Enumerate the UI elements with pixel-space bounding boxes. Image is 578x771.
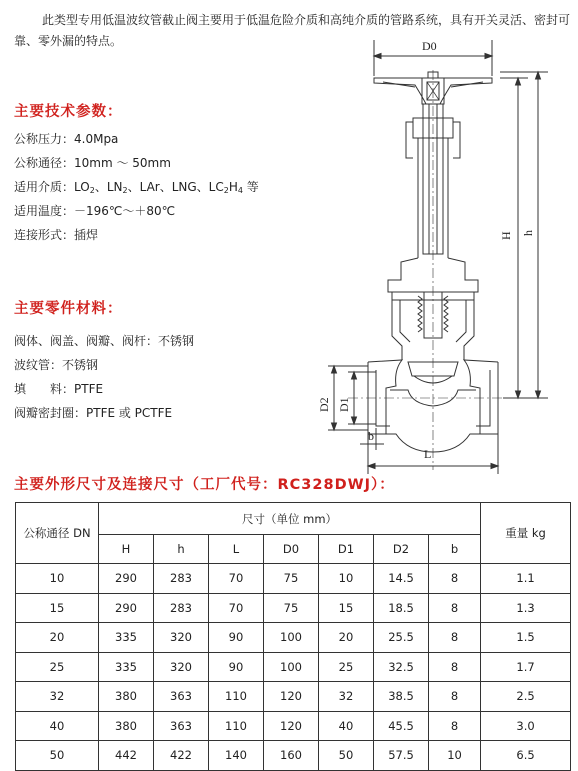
table-cell: 320 bbox=[154, 652, 209, 682]
table-cell: 8 bbox=[429, 564, 481, 594]
table-cell: 14.5 bbox=[374, 564, 429, 594]
spec-pressure: 公称压力：4.0Mpa bbox=[14, 132, 119, 146]
label-H: H bbox=[499, 231, 513, 240]
table-cell: 290 bbox=[99, 564, 154, 594]
table-cell: 75 bbox=[264, 564, 319, 594]
table-row bbox=[16, 652, 571, 682]
part-seal: 阀瓣密封圈：PTFE 或 PCTFE bbox=[14, 406, 173, 420]
spec-diameter: 公称通径：10mm ～ 50mm bbox=[14, 156, 171, 170]
table-cell: 57.5 bbox=[374, 741, 429, 771]
table-cell: 32.5 bbox=[374, 652, 429, 682]
subheader-D2: D2 bbox=[374, 535, 429, 564]
table-cell: 25 bbox=[16, 652, 99, 682]
subheader-b: b bbox=[429, 535, 481, 564]
label-L: L bbox=[424, 447, 432, 461]
table-cell: 335 bbox=[99, 623, 154, 653]
table-cell: 2.5 bbox=[481, 682, 571, 712]
table-cell: 100 bbox=[264, 623, 319, 653]
subheader-h: h bbox=[154, 535, 209, 564]
table-cell: 120 bbox=[264, 711, 319, 741]
tech-params-heading: 主要技术参数： bbox=[14, 104, 123, 120]
table-cell: 3.0 bbox=[481, 711, 571, 741]
table-cell: 363 bbox=[154, 711, 209, 741]
table-cell: 25.5 bbox=[374, 623, 429, 653]
table-cell: 290 bbox=[99, 593, 154, 623]
table-row bbox=[16, 623, 571, 653]
table-cell: 20 bbox=[16, 623, 99, 653]
table-cell: 110 bbox=[209, 711, 264, 741]
header-dn: 公称通径 DN bbox=[16, 503, 99, 564]
table-cell: 363 bbox=[154, 682, 209, 712]
table-cell: 442 bbox=[99, 741, 154, 771]
table-cell: 50 bbox=[16, 741, 99, 771]
part-packing: 填 料：PTFE bbox=[14, 382, 104, 396]
label-D2: D2 bbox=[317, 397, 331, 412]
table-cell: 15 bbox=[319, 593, 374, 623]
table-cell: 6.5 bbox=[481, 741, 571, 771]
table-cell: 100 bbox=[264, 652, 319, 682]
table-cell: 1.1 bbox=[481, 564, 571, 594]
table-cell: 8 bbox=[429, 593, 481, 623]
spec-connection: 连接形式：插焊 bbox=[14, 228, 99, 242]
table-cell: 15 bbox=[16, 593, 99, 623]
header-size: 尺寸（单位 mm） bbox=[99, 503, 481, 535]
table-cell: 8 bbox=[429, 623, 481, 653]
table-cell: 1.5 bbox=[481, 623, 571, 653]
table-cell: 1.7 bbox=[481, 652, 571, 682]
part-body: 阀体、阀盖、阀瓣、阀杆：不锈钢 bbox=[14, 334, 195, 348]
table-cell: 320 bbox=[154, 623, 209, 653]
spec-media: 适用介质：$LO_2$、$LN_2$、LAr、LNG、$LC_2H_4$ 等 bbox=[14, 180, 259, 195]
table-row bbox=[16, 741, 571, 771]
table-cell: 380 bbox=[99, 682, 154, 712]
table-cell: 10 bbox=[16, 564, 99, 594]
table-cell: 8 bbox=[429, 711, 481, 741]
table-cell: 283 bbox=[154, 593, 209, 623]
table-row bbox=[16, 593, 571, 623]
table-cell: 8 bbox=[429, 682, 481, 712]
table-cell: 32 bbox=[16, 682, 99, 712]
table-cell: 32 bbox=[319, 682, 374, 712]
table-cell: 45.5 bbox=[374, 711, 429, 741]
table-cell: 40 bbox=[319, 711, 374, 741]
table-cell: 18.5 bbox=[374, 593, 429, 623]
table-cell: 140 bbox=[209, 741, 264, 771]
dimensions-heading: 主要外形尺寸及连接尺寸（工厂代号：RC328DWJ）： bbox=[14, 477, 395, 493]
table-cell: 1.3 bbox=[481, 593, 571, 623]
table-cell: 90 bbox=[209, 623, 264, 653]
label-h: h bbox=[521, 230, 535, 236]
table-cell: 90 bbox=[209, 652, 264, 682]
table-cell: 8 bbox=[429, 652, 481, 682]
table-cell: 50 bbox=[319, 741, 374, 771]
table-cell: 10 bbox=[319, 564, 374, 594]
table-cell: 283 bbox=[154, 564, 209, 594]
table-cell: 10 bbox=[429, 741, 481, 771]
table-cell: 20 bbox=[319, 623, 374, 653]
parts-materials-heading: 主要零件材料： bbox=[14, 301, 123, 317]
table-cell: 110 bbox=[209, 682, 264, 712]
table-cell: 70 bbox=[209, 564, 264, 594]
dimensions-table bbox=[15, 502, 571, 771]
table-cell: 40 bbox=[16, 711, 99, 741]
table-cell: 70 bbox=[209, 593, 264, 623]
table-row bbox=[16, 711, 571, 741]
spec-temperature: 适用温度：－196℃～＋80℃ bbox=[14, 204, 176, 218]
subheader-H: H bbox=[99, 535, 154, 564]
intro-paragraph: 此类型专用低温波纹管截止阀主要用于低温危险介质和高纯介质的管路系统，具有开关灵活、密封可靠、零外漏的特点。 bbox=[14, 13, 571, 48]
valve-drawing bbox=[298, 30, 560, 474]
table-row bbox=[16, 564, 571, 594]
label-D0: D0 bbox=[422, 39, 437, 53]
table-cell: 25 bbox=[319, 652, 374, 682]
table-cell: 120 bbox=[264, 682, 319, 712]
table-cell: 160 bbox=[264, 741, 319, 771]
table-cell: 38.5 bbox=[374, 682, 429, 712]
header-weight: 重量 kg bbox=[481, 503, 571, 564]
table-row bbox=[16, 682, 571, 712]
label-D1: D1 bbox=[337, 397, 351, 412]
table-cell: 335 bbox=[99, 652, 154, 682]
subheader-D1: D1 bbox=[319, 535, 374, 564]
subheader-D0: D0 bbox=[264, 535, 319, 564]
part-bellows: 波纹管：不锈钢 bbox=[14, 358, 99, 372]
label-b: b bbox=[368, 429, 374, 443]
table-cell: 380 bbox=[99, 711, 154, 741]
table-cell: 75 bbox=[264, 593, 319, 623]
subheader-L: L bbox=[209, 535, 264, 564]
table-cell: 422 bbox=[154, 741, 209, 771]
